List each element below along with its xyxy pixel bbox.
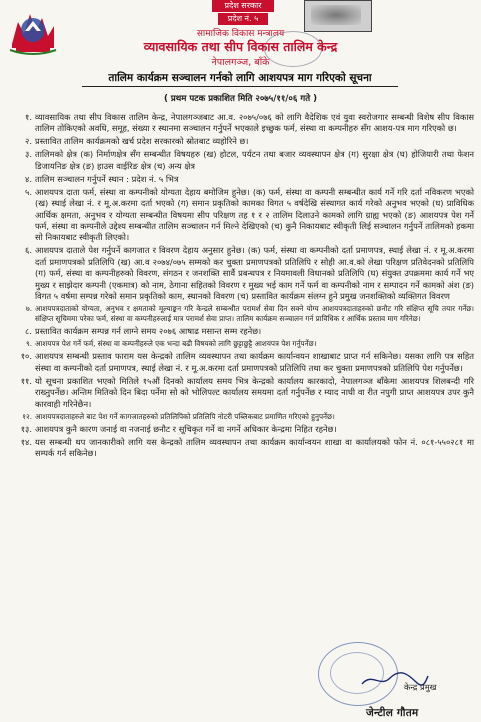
notice-subtitle: ( प्रथम पटक प्रकाशित मिति २०७५/११/०६ गते ) [163,94,318,104]
list-item [8,245,474,302]
list-item [8,424,474,435]
item-text: आशयपत्रदाताहरुले बाट पेश गर्ने कागजातहरुको प्रतिलिपिको प्रतिलिपि नोटरी पब्लिकबाट प्रमाणित गरिएको हुनुपर्नेछ। [35,411,335,421]
item-number: १३. [20,423,32,434]
list-item [8,351,474,374]
item-number: ७. [25,304,32,314]
list-item [8,376,474,410]
list-item [8,174,474,185]
item-number: ३. [25,149,32,160]
notice-title: तालिम कार्यक्रम सञ्चालन गर्नको लागि आशयपत्र माग गरिएको सूचना [82,70,398,87]
list-item [8,136,474,147]
item-number: ११. [20,375,32,386]
list-item [8,412,474,422]
item-text: व्यावसायिक तथा सीप विकास तालिम केन्द्र, नेपालगञ्जबाट आ.व. २०७५/०७६ को लागि वैदेशिक एवं युवा स्वरोजगार सम्बन्धी विशेष सीप विकास तालिम तोकिएको अवधि, समूह, संख्या र स्थानमा सञ्चालन गर्नुपर्ने भएकाले इच्छुक फर्म, संस्था वा कम्पनीहरु सँग आशय-पत्र माग गरिएको छ। [35,112,474,134]
item-number: ५. [25,186,32,197]
list-item [8,339,474,349]
item-number: ६. [25,245,32,256]
item-text: आशयपत्र सम्बन्धी प्रस्ताव फाराम यस केन्द्रको तालिम व्यवस्थापन तथा कार्यक्रम कार्यान्वयन शाखाबाट प्राप्त गर्न सकिनेछ। यसका लागि पत्र सहित संस्था वा कम्पनीको दर्ता प्रमाणपत्र, स्थाई लेखा नं. र मू.अ.करमा दर्ता प्रमाणपत्रको प्रतिलिपि तथा कर चुक्ता प्रमाणपत्रको प्रतिलिपि पेश गर्नुपर्नेछ। [35,351,474,373]
item-number: १. [25,112,32,122]
item-text: तालिमको क्षेत्र (क) निर्माणक्षेत्र सँग सम्बन्धीत विषयहरु (ख) होटल, पर्यटन तथा बजार व्यवस्थापन क्षेत्र (ग) सुरक्षा क्षेत्र (घ) होजियारी तथा फेशन डिजायनिङ क्षेत्र (ङ) हाउस वाईरिङ क्षेत्र (च) अन्य क्षेत्र [35,149,474,171]
signatory-title: केन्द्र प्रमुख [404,682,437,692]
notice-body [8,112,474,461]
item-number: १२. [22,411,32,421]
list-item [8,112,474,135]
item-number: ४. [25,173,32,184]
item-text: आशयपत्र पेश गर्ने फर्म, संस्था वा कम्पनीहरुले एक भन्दा बढी विषयको लागि छुट्टाछुट्टै आशयपत्र पेश गर्नुपर्नेछ। [35,339,317,349]
item-text: आशयपत्र दाता फर्म, संस्था वा कम्पनीको योग्यता देहाय बमोजिम हुनेछ। (क) फर्म, संस्था वा कम्पनी सम्बन्धीत कार्य गर्ने गरि दर्ता नविकरण भएको (ख) स्थाई लेखा नं. र मू.अ.करमा दर्ता भएको (ग) समान प्रकृतिको कामका विगत ५ वर्षदेखि संस्थागत कार्य गरेको अनुभव भएको (घ) प्राविधिक आर्थिक क्षमता, अनुभव र योग्यता सम्बन्धीत विषयमा सीप परिक्षण तह १ र २ तालिम दिलाउने कामको लागि ग्राह्य भएको (ङ) आशयपत्र पेश गर्ने फर्म, संस्था वा कम्पनीले उद्देश्य सम्बन्धीत तालिम सञ्चालन गर्न मिल्ने देखिएको (च) कुनै निकायबाट स्वीकृती लिई सञ्चालन गर्नुपर्ने तालिमको हकमा सो निकायबाट स्वीकृती लिएको। [35,186,474,243]
header-box-province: प्रदेश नं. ५ [218,13,268,25]
list-item [8,326,474,337]
center-name: व्यावसायिक तथा सीप विकास तालिम केन्द्र [143,39,338,54]
item-text: आशयपत्र कुनै कारण जनाई वा नजनाई छनौट र सूचिकृत गर्ने वा नगर्ने अधिकार केन्द्रमा निहित रहनेछ। [35,423,337,434]
center-location: नेपालगञ्ज, बाँके [211,57,270,68]
item-text: आशयपत्रदाताको योग्यता, अनुभव र क्षमताको मूल्याङ्कन गरि केन्द्रले सम्बन्धीत परामर्श सेवा दिन सक्ने योग्य आशयपत्रदाताहरुको छनौट गरि संक्षिप्त सूचि तयार गर्नेछ। संक्षिप्त सूचिममा परेका फर्म, संस्था वा कम्पनीहरुलाई मात्र परामर्श सेवा प्राप्त। तालिम कार्यक्रम सञ्चालन गर्न प्राविधिक र आर्थिक प्रस्ताव माग गरिनेछ। [35,304,474,324]
item-text: प्रस्तावित तालिम कार्यक्रमको खर्च प्रदेश सरकारको स्रोतबाट व्यहोरिने छ। [35,136,249,147]
item-text: यस सम्बन्धी थप जानकारीको लागि यस केन्द्रको तालिम व्यवस्थापन तथा कार्यक्रम कार्यान्वयन शाखा वा कार्यालयको फोन नं. ०८१-५५०२८१ मा सम्पर्क गर्न सकिनेछ। [35,436,474,459]
item-text: तालिम सञ्चालन गर्नुपर्ने स्थान : प्रदेश नं. ५ भित्र [35,173,179,184]
item-text: यो सूचना प्रकाशित भएको मितिले १५औं दिनको कार्यालय समय भित्र केन्द्रको कार्यालय कारकादो, नेपालगञ्ज बाँकेमा आशयपत्र शिलबन्दी गरि राख्नुपर्नेछ। अन्तिम मितिको दिन बिदा पर्नेमा सो को भोलिपल्ट कार्यालय समयमा दर्ता गर्नुपर्नेछ र म्याद नाघी वा रीत नपुगी प्राप्त आशयपत्र उपर कुनै कारवाही गरिनेछैन। [35,375,474,409]
list-item [8,437,474,460]
item-number: ९. [25,339,32,349]
ministry-name: सामाजिक विकास मन्त्रालय [196,29,285,39]
item-text: प्रस्तावित कार्यक्रम सम्पन्न गर्न लाग्ने समय २०७६ आषाढ मसान्त सम्म रहनेछ। [35,326,262,337]
list-item [8,149,474,172]
signatory-name: जेन्टील गौतम [366,707,419,719]
item-text: आशयपत्र दाताले पेश गर्नुपर्ने कागजात र विवरण देहाय अनुसार हुनेछ। (क) फर्म, संस्था वा कम्पनीको दर्ता प्रमाणपत्र, स्थाई लेखा नं. र मू.अ.करमा दर्ता प्रमाणपत्रको प्रतिलिपि (ख) आ.व २०७४/०७५ सम्मको कर चुक्ता प्रमाणपत्रको प्रतिलिपि र सोही आ.व.को लेखा परिक्षण प्रतिवेदनको प्रतिलिपि (ग) फर्म, संस्था वा कम्पनीहरुको विवरण, संगठन र जनशक्ति सार्वै प्रबन्धपत्र र नियमावली विधानको प्रतिलिपि (घ) संयुक्त उपक्रममा कार्य गर्ने भए मुख्य र साझेदार कम्पनी (एकमात्र) को नाम, ठेगाना सहितको विवरण र मुख्य भई काम गर्ने फर्म वा कम्पनीको नाम र सम्पादन गर्ने कामको अंश (ङ) विगत ५ वर्षमा सम्पन्न गरेको समान प्रकृतिको काम, स्थानको विवरण (च) प्रस्तावित कार्यक्रम संलग्न हुने प्रमुख जनशक्तिको व्यक्तिगत विवरण [35,245,474,302]
item-number: २. [25,136,32,147]
item-number: ८. [25,326,32,337]
list-item [8,187,474,244]
item-number: १४. [20,436,32,447]
header-box-government: प्रदेश सरकार [212,0,274,12]
list-item [8,304,474,325]
item-number: १०. [20,351,32,362]
